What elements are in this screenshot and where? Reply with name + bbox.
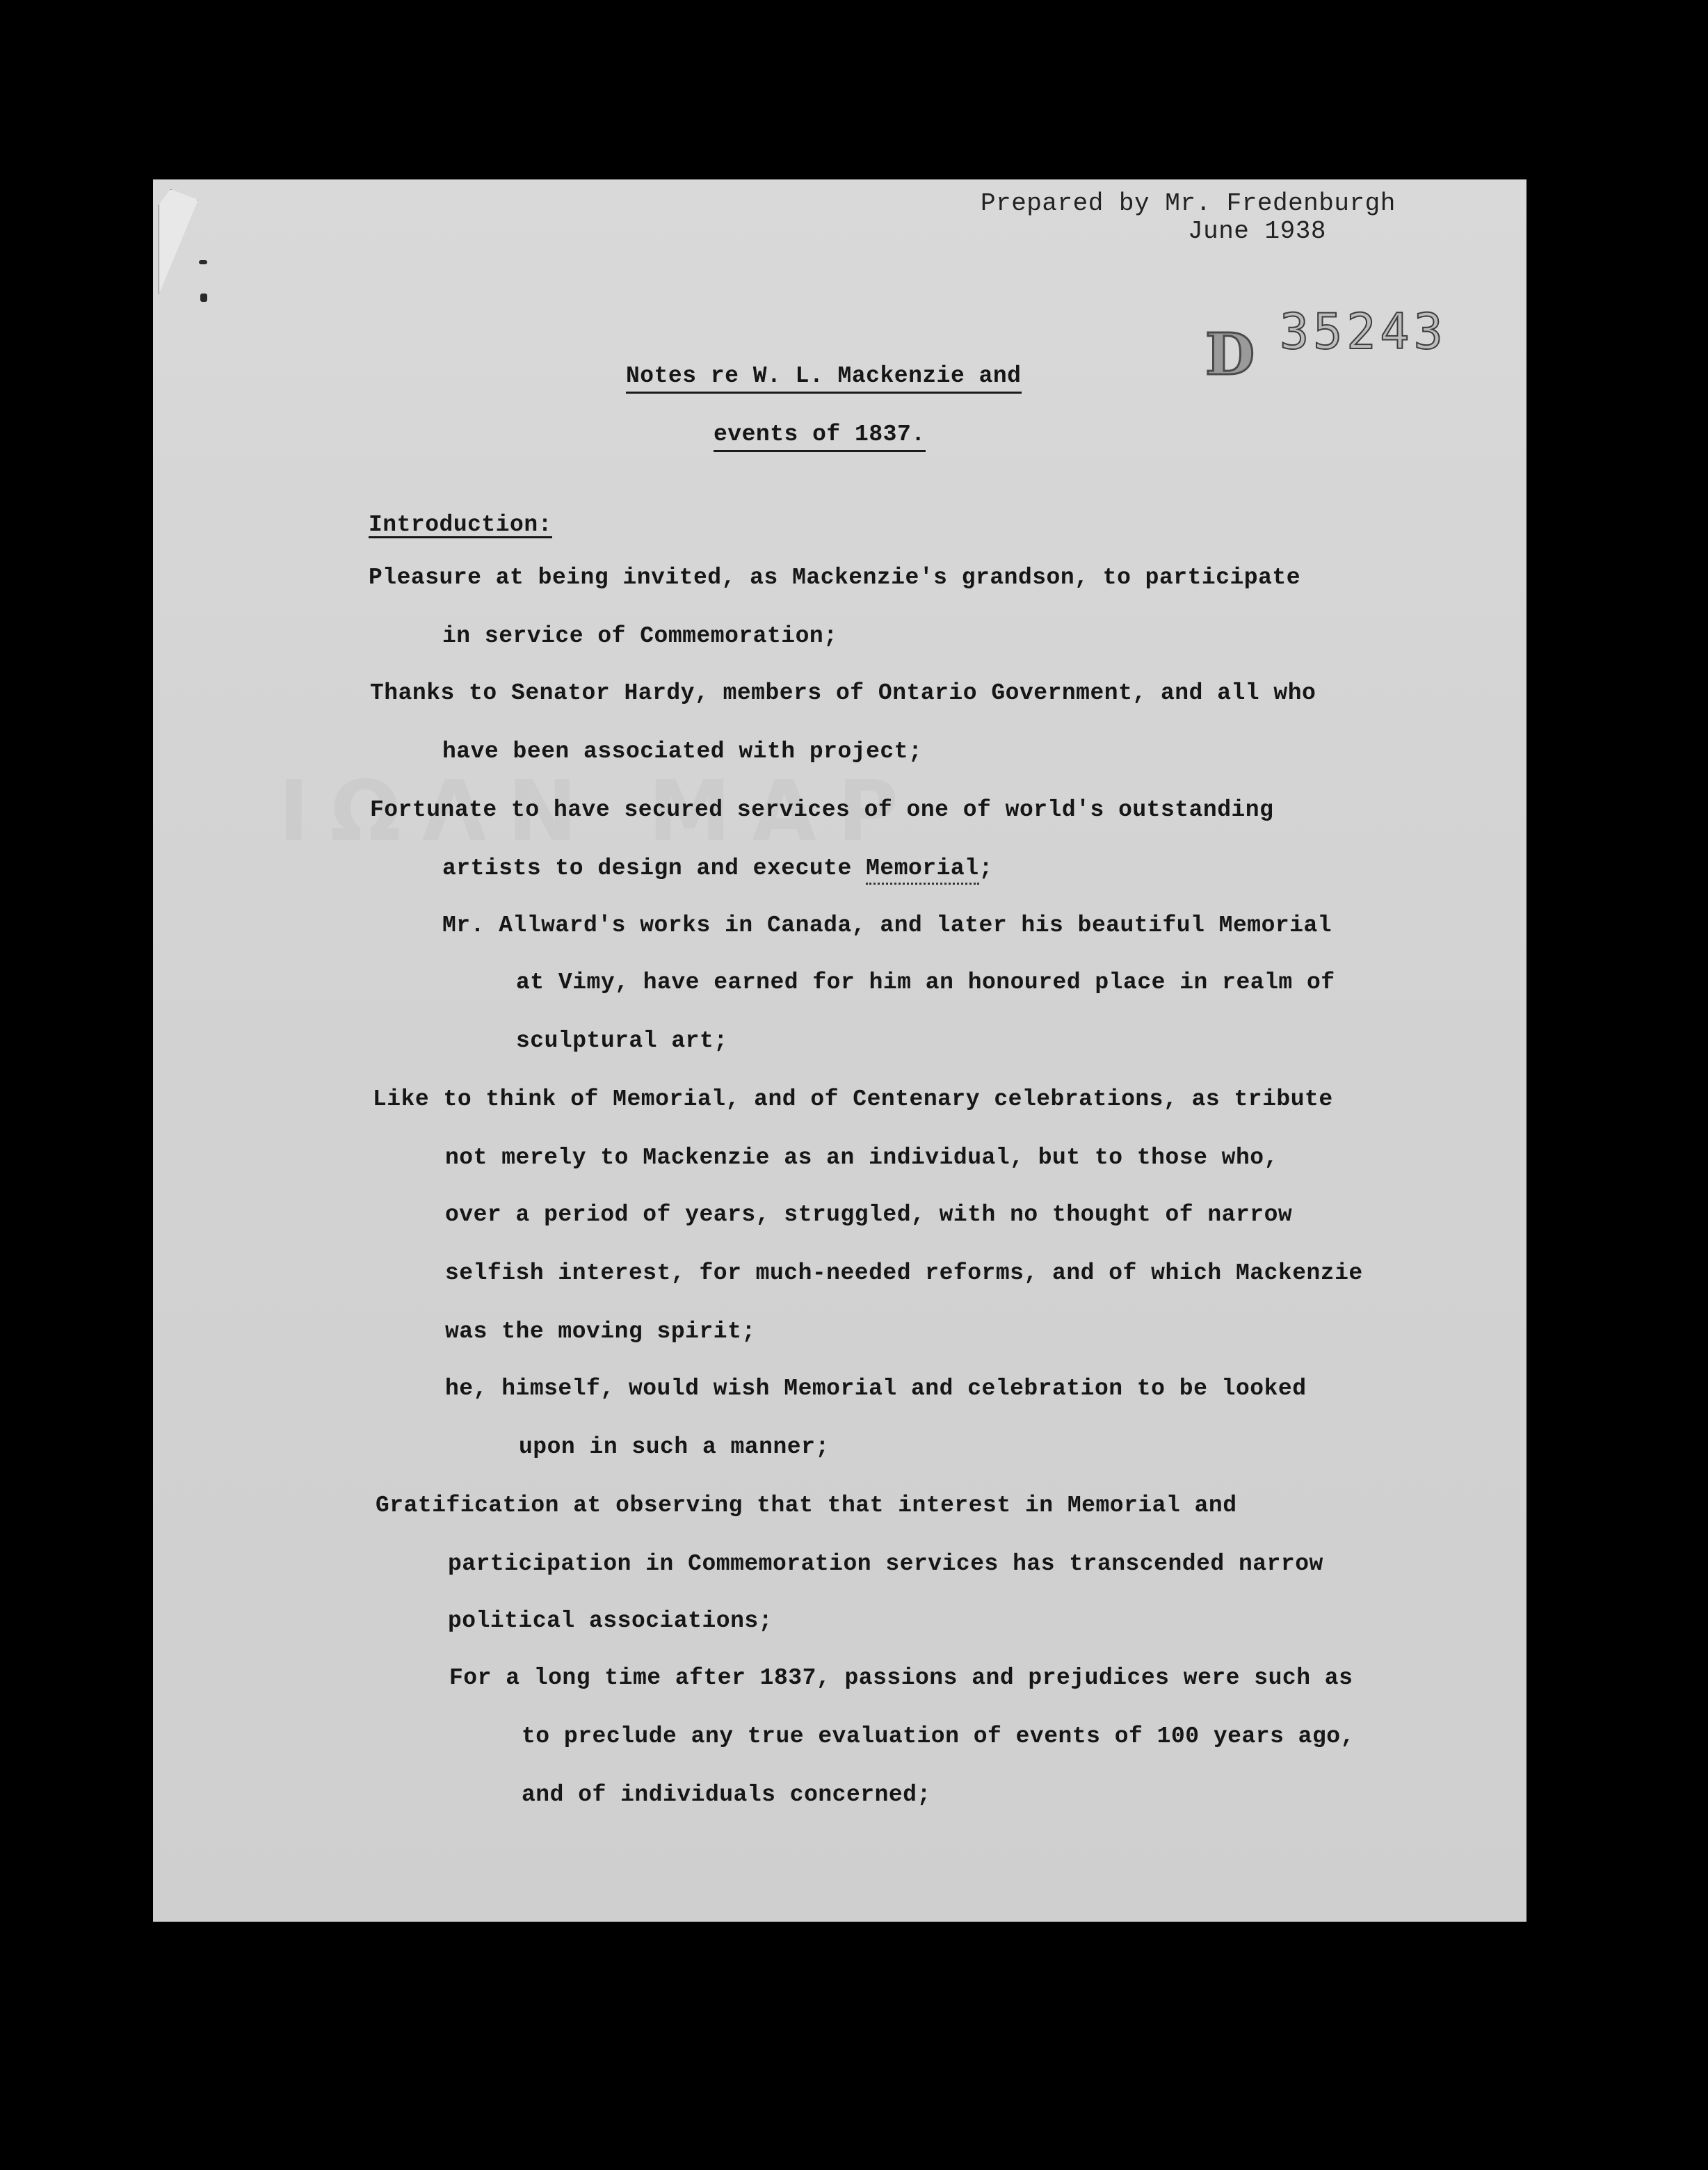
text-line: at Vimy, have earned for him an honoured place in realm of: [516, 970, 1335, 995]
memorial-emphasis: Memorial: [866, 855, 978, 885]
archive-stamp-letter: D: [1205, 321, 1255, 388]
archive-stamp-number: 35243: [1280, 303, 1447, 360]
margin-mark: [200, 294, 207, 302]
folded-corner: [159, 189, 198, 295]
text-line: sculptural art;: [516, 1028, 728, 1054]
prepared-date: June 1938: [1188, 217, 1326, 246]
text-line: Fortunate to have secured services of one of world's outstanding: [370, 797, 1274, 823]
text-line: political associations;: [448, 1608, 773, 1634]
text-line: Mr. Allward's works in Canada, and later his beautiful Memorial: [442, 913, 1332, 938]
text-line: [442, 855, 993, 881]
text-segment: artists to design and execute: [442, 855, 867, 881]
text-line: not merely to Mackenzie as an individual, but to those who,: [445, 1145, 1278, 1171]
document-title-line-2: events of 1837.: [714, 421, 926, 452]
text-line: For a long time after 1837, passions and prejudices were such as: [449, 1665, 1353, 1691]
text-line: to preclude any true evaluation of events of 100 years ago,: [522, 1723, 1355, 1749]
text-line: in service of Commemoration;: [442, 623, 838, 649]
margin-mark: [199, 260, 207, 264]
text-line: Like to think of Memorial, and of Centenary celebrations, as tribute: [373, 1086, 1333, 1112]
section-heading: Introduction:: [369, 512, 552, 538]
text-line: selfish interest, for much-needed reforms, and of which Mackenzie: [445, 1260, 1363, 1286]
text-line: over a period of years, struggled, with no thought of narrow: [445, 1202, 1293, 1228]
text-line: he, himself, would wish Memorial and celebration to be looked: [445, 1376, 1307, 1401]
text-line: Thanks to Senator Hardy, members of Ontario Government, and all who: [370, 680, 1316, 706]
text-line: was the moving spirit;: [445, 1319, 756, 1344]
text-line: Gratification at observing that that interest in Memorial and: [376, 1493, 1237, 1518]
text-line: participation in Commemoration services has transcended narrow: [448, 1551, 1323, 1577]
text-line: Pleasure at being invited, as Mackenzie's grandson, to participate: [369, 565, 1301, 590]
prepared-by: Prepared by Mr. Fredenburgh: [981, 189, 1396, 218]
text-line: have been associated with project;: [442, 739, 923, 764]
text-segment: ;: [978, 855, 993, 881]
text-line: upon in such a manner;: [519, 1434, 830, 1460]
text-line: and of individuals concerned;: [522, 1782, 931, 1808]
document-title-line-1: Notes re W. L. Mackenzie and: [626, 363, 1022, 394]
